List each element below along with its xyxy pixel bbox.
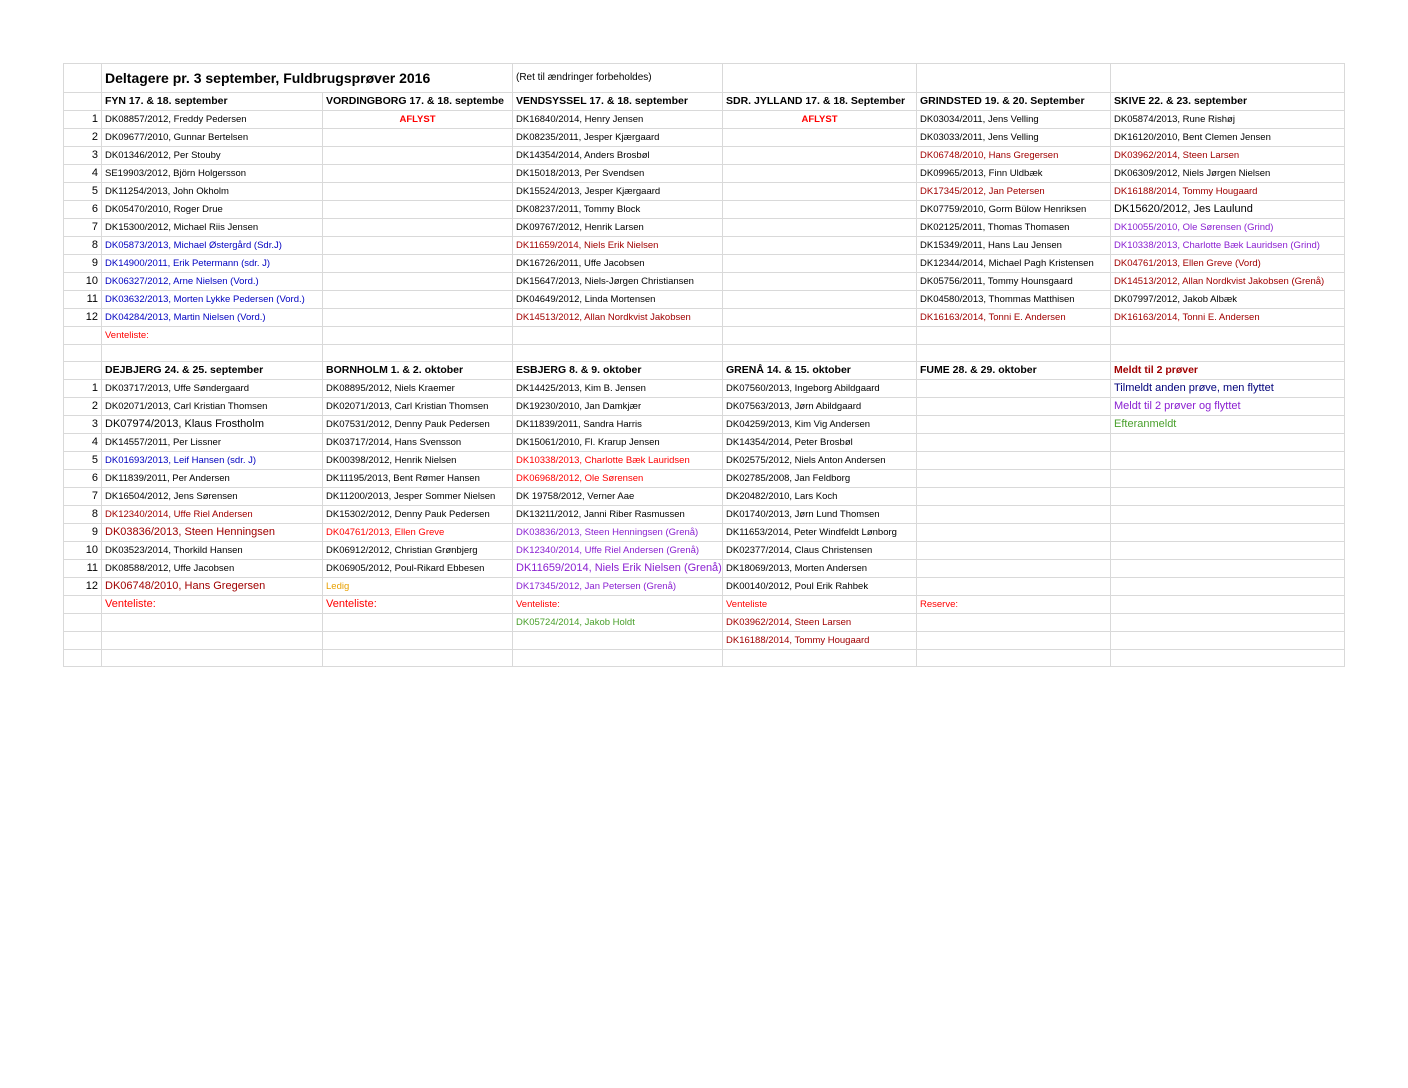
participant-cell: DK12340/2014, Uffe Riel Andersen xyxy=(102,506,323,524)
participant-cell xyxy=(917,416,1111,434)
table-row xyxy=(64,398,1345,416)
table-row xyxy=(64,255,1345,273)
table-row xyxy=(64,650,1345,667)
table-row xyxy=(64,488,1345,506)
participant-cell xyxy=(917,434,1111,452)
participant-cell: DK15349/2011, Hans Lau Jensen xyxy=(917,237,1111,255)
participant-cell: DK01693/2013, Leif Hansen (sdr. J) xyxy=(102,452,323,470)
participant-cell: DK08895/2012, Niels Kraemer xyxy=(323,380,513,398)
participant-cell xyxy=(917,632,1111,650)
participant-cell: DK11839/2011, Sandra Harris xyxy=(513,416,723,434)
participant-cell: DK18069/2013, Morten Andersen xyxy=(723,560,917,578)
participant-cell: Meldt til 2 prøver og flyttet xyxy=(1111,398,1345,416)
participant-cell: Reserve: xyxy=(917,596,1111,614)
participant-cell xyxy=(1111,470,1345,488)
participant-cell: DK03836/2013, Steen Henningsen (Grenå) xyxy=(513,524,723,542)
row-number: 11 xyxy=(64,560,102,578)
participant-cell: Ledig xyxy=(323,578,513,596)
table-row xyxy=(64,542,1345,560)
table-row xyxy=(64,147,1345,165)
participant-cell: DK05874/2013, Rune Rishøj xyxy=(1111,111,1345,129)
participant-cell: Tilmeldt anden prøve, men flyttet xyxy=(1111,380,1345,398)
participant-cell: DK02071/2013, Carl Kristian Thomsen xyxy=(323,398,513,416)
row-number: 8 xyxy=(64,237,102,255)
participant-cell: DK07759/2010, Gorm Bülow Henriksen xyxy=(917,201,1111,219)
participant-cell: DK16726/2011, Uffe Jacobsen xyxy=(513,255,723,273)
row-number xyxy=(64,632,102,650)
row-number xyxy=(64,327,102,345)
column-header-vendsyssel: VENDSYSSEL 17. & 18. september xyxy=(513,93,723,111)
participant-cell: DK15061/2010, Fl. Krarup Jensen xyxy=(513,434,723,452)
table-row xyxy=(64,201,1345,219)
participant-cell: DK15018/2013, Per Svendsen xyxy=(513,165,723,183)
participant-cell: DK10338/2013, Charlotte Bæk Lauridsen (Grind) xyxy=(1111,237,1345,255)
column-header-dejbjerg: DEJBJERG 24. & 25. september xyxy=(102,362,323,380)
participant-cell xyxy=(323,650,513,667)
table-row xyxy=(64,129,1345,147)
participant-cell: DK04580/2013, Thommas Matthisen xyxy=(917,291,1111,309)
participant-cell: DK14513/2012, Allan Nordkvist Jakobsen (Grenå) xyxy=(1111,273,1345,291)
row-number xyxy=(64,596,102,614)
participant-cell xyxy=(1111,542,1345,560)
participant-cell: Venteliste: xyxy=(323,596,513,614)
participant-cell: DK10055/2010, Ole Sørensen (Grind) xyxy=(1111,219,1345,237)
participant-cell: DK04649/2012, Linda Mortensen xyxy=(513,291,723,309)
participant-cell: DK08857/2012, Freddy Pedersen xyxy=(102,111,323,129)
participant-cell: DK15302/2012, Denny Pauk Pedersen xyxy=(323,506,513,524)
participant-cell xyxy=(917,452,1111,470)
table-row xyxy=(64,524,1345,542)
participant-cell: DK03717/2014, Hans Svensson xyxy=(323,434,513,452)
participant-cell xyxy=(102,614,323,632)
participant-cell: DK03962/2014, Steen Larsen xyxy=(723,614,917,632)
participant-cell xyxy=(513,327,723,345)
participant-cell: DK06748/2010, Hans Gregersen xyxy=(917,147,1111,165)
participant-cell: DK17345/2012, Jan Petersen xyxy=(917,183,1111,201)
participant-cell: DK14900/2011, Erik Petermann (sdr. J) xyxy=(102,255,323,273)
participant-cell: DK07563/2013, Jørn Abildgaard xyxy=(723,398,917,416)
participant-cell xyxy=(102,650,323,667)
participant-cell: DK07974/2013, Klaus Frostholm xyxy=(102,416,323,434)
table-row xyxy=(64,237,1345,255)
participant-cell: DK16504/2012, Jens Sørensen xyxy=(102,488,323,506)
participant-cell xyxy=(917,578,1111,596)
participant-cell xyxy=(917,380,1111,398)
participant-cell xyxy=(917,488,1111,506)
participant-cell xyxy=(917,470,1111,488)
participant-cell: DK03962/2014, Steen Larsen xyxy=(1111,147,1345,165)
participant-cell: Efteranmeldt xyxy=(1111,416,1345,434)
participant-cell xyxy=(723,255,917,273)
row-number: 3 xyxy=(64,416,102,434)
column-header-meldt: Meldt til 2 prøver xyxy=(1111,362,1345,380)
table-row xyxy=(64,165,1345,183)
section1-header-row xyxy=(64,93,1345,111)
participant-cell xyxy=(917,650,1111,667)
column-header-fyn: FYN 17. & 18. september xyxy=(102,93,323,111)
participant-cell: Venteliste xyxy=(723,596,917,614)
participant-cell: DK16188/2014, Tommy Hougaard xyxy=(723,632,917,650)
row-number: 10 xyxy=(64,273,102,291)
participant-cell: DK11254/2013, John Okholm xyxy=(102,183,323,201)
participant-cell: DK03034/2011, Jens Velling xyxy=(917,111,1111,129)
participant-cell xyxy=(323,614,513,632)
participant-cell: DK08235/2011, Jesper Kjærgaard xyxy=(513,129,723,147)
participant-cell xyxy=(1111,434,1345,452)
participant-cell xyxy=(723,327,917,345)
participant-cell: DK13211/2012, Janni Riber Rasmussen xyxy=(513,506,723,524)
row-number-cell xyxy=(64,64,102,93)
participant-cell xyxy=(323,309,513,327)
participant-cell: DK17345/2012, Jan Petersen (Grenå) xyxy=(513,578,723,596)
participant-cell xyxy=(1111,650,1345,667)
participant-cell xyxy=(1111,524,1345,542)
section2-header-row xyxy=(64,362,1345,380)
participant-cell: DK07531/2012, Denny Pauk Pedersen xyxy=(323,416,513,434)
row-number: 4 xyxy=(64,165,102,183)
row-number: 10 xyxy=(64,542,102,560)
participant-cell: DK03033/2011, Jens Velling xyxy=(917,129,1111,147)
participant-cell: DK16163/2014, Tonni E. Andersen xyxy=(1111,309,1345,327)
participant-cell xyxy=(917,398,1111,416)
participant-cell xyxy=(323,291,513,309)
participant-cell: SE19903/2012, Björn Holgersson xyxy=(102,165,323,183)
participant-cell: DK03717/2013, Uffe Søndergaard xyxy=(102,380,323,398)
participant-cell xyxy=(1111,632,1345,650)
participant-cell: Venteliste: xyxy=(102,596,323,614)
participant-cell: Venteliste: xyxy=(102,327,323,345)
participant-cell xyxy=(1111,614,1345,632)
row-number xyxy=(64,650,102,667)
participant-cell: DK11653/2014, Peter Windfeldt Lønborg xyxy=(723,524,917,542)
column-header-skive: SKIVE 22. & 23. september xyxy=(1111,93,1345,111)
participant-cell xyxy=(723,183,917,201)
sheet-note: (Ret til ændringer forbeholdes) xyxy=(513,64,723,93)
row-number: 6 xyxy=(64,201,102,219)
participant-cell: DK09965/2013, Finn Uldbæk xyxy=(917,165,1111,183)
row-number: 4 xyxy=(64,434,102,452)
participant-cell: DK03632/2013, Morten Lykke Pedersen (Vord.) xyxy=(102,291,323,309)
row-number: 11 xyxy=(64,291,102,309)
column-header-gren: GRENÅ 14. & 15. oktober xyxy=(723,362,917,380)
participant-cell xyxy=(723,201,917,219)
participant-cell xyxy=(917,542,1111,560)
row-number: 6 xyxy=(64,470,102,488)
participant-cell: DK06912/2012, Christian Grønbjerg xyxy=(323,542,513,560)
row-number: 9 xyxy=(64,524,102,542)
participant-cell: DK14425/2013, Kim B. Jensen xyxy=(513,380,723,398)
participant-cell xyxy=(723,219,917,237)
participant-cell: DK11839/2011, Per Andersen xyxy=(102,470,323,488)
participant-cell xyxy=(917,614,1111,632)
row-number: 1 xyxy=(64,111,102,129)
participant-cell: DK05756/2011, Tommy Hounsgaard xyxy=(917,273,1111,291)
participant-cell xyxy=(723,129,917,147)
participant-cell xyxy=(723,165,917,183)
participant-cell: DK11659/2014, Niels Erik Nielsen (Grenå) xyxy=(513,560,723,578)
participant-cell xyxy=(1111,506,1345,524)
table-row xyxy=(64,111,1345,129)
table-row xyxy=(64,219,1345,237)
participant-cell: DK03523/2014, Thorkild Hansen xyxy=(102,542,323,560)
participant-cell: AFLYST xyxy=(323,111,513,129)
participant-cell: DK01740/2013, Jørn Lund Thomsen xyxy=(723,506,917,524)
row-number: 12 xyxy=(64,309,102,327)
participant-cell: AFLYST xyxy=(723,111,917,129)
row-number: 12 xyxy=(64,578,102,596)
participant-cell: DK06748/2010, Hans Gregersen xyxy=(102,578,323,596)
participant-cell: DK11659/2014, Niels Erik Nielsen xyxy=(513,237,723,255)
participant-cell: DK16840/2014, Henry Jensen xyxy=(513,111,723,129)
participant-cell xyxy=(723,147,917,165)
row-number: 7 xyxy=(64,488,102,506)
table-row xyxy=(64,506,1345,524)
participant-cell: DK03836/2013, Steen Henningsen xyxy=(102,524,323,542)
participant-cell xyxy=(323,237,513,255)
participant-cell xyxy=(723,309,917,327)
participant-cell: DK06905/2012, Poul-Rikard Ebbesen xyxy=(323,560,513,578)
table-row xyxy=(64,470,1345,488)
row-number: 9 xyxy=(64,255,102,273)
participant-cell xyxy=(723,291,917,309)
participant-cell: DK12344/2014, Michael Pagh Kristensen xyxy=(917,255,1111,273)
row-number: 3 xyxy=(64,147,102,165)
participant-cell xyxy=(723,650,917,667)
participant-cell xyxy=(323,129,513,147)
title-row xyxy=(64,64,1345,93)
participant-cell xyxy=(917,560,1111,578)
participant-cell xyxy=(323,327,513,345)
participant-cell: DK09767/2012, Henrik Larsen xyxy=(513,219,723,237)
participant-cell: DK04284/2013, Martin Nielsen (Vord.) xyxy=(102,309,323,327)
participant-cell: Venteliste: xyxy=(513,596,723,614)
participant-cell: DK16188/2014, Tommy Hougaard xyxy=(1111,183,1345,201)
row-number: 5 xyxy=(64,183,102,201)
row-number: 5 xyxy=(64,452,102,470)
participant-cell xyxy=(323,183,513,201)
table-row xyxy=(64,578,1345,596)
participant-cell: DK14354/2014, Anders Brosbøl xyxy=(513,147,723,165)
participant-cell: DK09677/2010, Gunnar Bertelsen xyxy=(102,129,323,147)
column-header-grindsted: GRINDSTED 19. & 20. September xyxy=(917,93,1111,111)
participant-cell: DK04761/2013, Ellen Greve (Vord) xyxy=(1111,255,1345,273)
sheet-title: Deltagere pr. 3 september, Fuldbrugsprøver 2016 xyxy=(102,64,513,93)
table-row xyxy=(64,380,1345,398)
participant-cell xyxy=(513,650,723,667)
participant-cell: DK02125/2011, Thomas Thomasen xyxy=(917,219,1111,237)
participant-cell: DK10338/2013, Charlotte Bæk Lauridsen xyxy=(513,452,723,470)
participant-cell: DK05724/2014, Jakob Holdt xyxy=(513,614,723,632)
participant-cell: DK20482/2010, Lars Koch xyxy=(723,488,917,506)
participant-cell xyxy=(323,147,513,165)
table-row xyxy=(64,309,1345,327)
participant-cell: DK04761/2013, Ellen Greve xyxy=(323,524,513,542)
spacer-row xyxy=(64,345,1345,362)
participant-cell: DK02377/2014, Claus Christensen xyxy=(723,542,917,560)
table-row xyxy=(64,273,1345,291)
table-row xyxy=(64,452,1345,470)
participant-cell: DK14513/2012, Allan Nordkvist Jakobsen xyxy=(513,309,723,327)
participant-cell: DK07560/2013, Ingeborg Abildgaard xyxy=(723,380,917,398)
participant-cell: DK15647/2013, Niels-Jørgen Christiansen xyxy=(513,273,723,291)
participant-cell: DK00398/2012, Henrik Nielsen xyxy=(323,452,513,470)
participants-sheet xyxy=(63,63,1345,667)
participant-cell xyxy=(917,524,1111,542)
participant-cell: DK15300/2012, Michael Riis Jensen xyxy=(102,219,323,237)
table-row xyxy=(64,434,1345,452)
participant-cell: DK01346/2012, Per Stouby xyxy=(102,147,323,165)
participant-cell: DK14557/2011, Per Lissner xyxy=(102,434,323,452)
participant-cell: DK00140/2012, Poul Erik Rahbek xyxy=(723,578,917,596)
participant-cell: DK07997/2012, Jakob Albæk xyxy=(1111,291,1345,309)
participant-cell xyxy=(917,506,1111,524)
row-number: 7 xyxy=(64,219,102,237)
participant-cell: DK08588/2012, Uffe Jacobsen xyxy=(102,560,323,578)
participant-cell xyxy=(723,273,917,291)
participant-cell xyxy=(323,165,513,183)
table-row xyxy=(64,596,1345,614)
participant-cell: DK06327/2012, Arne Nielsen (Vord.) xyxy=(102,273,323,291)
participant-cell: DK15524/2013, Jesper Kjærgaard xyxy=(513,183,723,201)
participant-cell: DK06968/2012, Ole Sørensen xyxy=(513,470,723,488)
participant-cell: DK02071/2013, Carl Kristian Thomsen xyxy=(102,398,323,416)
participant-cell: DK05873/2013, Michael Østergård (Sdr.J) xyxy=(102,237,323,255)
participant-cell: DK14354/2014, Peter Brosbøl xyxy=(723,434,917,452)
column-header-vordingborg: VORDINGBORG 17. & 18. septembe xyxy=(323,93,513,111)
participant-cell xyxy=(323,632,513,650)
participant-cell xyxy=(513,632,723,650)
participant-cell xyxy=(323,201,513,219)
participant-cell: DK02575/2012, Niels Anton Andersen xyxy=(723,452,917,470)
row-number: 2 xyxy=(64,129,102,147)
participant-cell xyxy=(1111,596,1345,614)
participant-cell: DK 19758/2012, Verner Aae xyxy=(513,488,723,506)
participant-cell: DK11195/2013, Bent Rømer Hansen xyxy=(323,470,513,488)
participant-cell xyxy=(102,632,323,650)
participant-cell: DK19230/2010, Jan Damkjær xyxy=(513,398,723,416)
participant-cell xyxy=(723,237,917,255)
participant-cell xyxy=(1111,560,1345,578)
participant-cell xyxy=(1111,488,1345,506)
table-row xyxy=(64,416,1345,434)
row-number xyxy=(64,614,102,632)
participant-cell xyxy=(1111,327,1345,345)
participant-cell: DK06309/2012, Niels Jørgen Nielsen xyxy=(1111,165,1345,183)
column-header-fume: FUME 28. & 29. oktober xyxy=(917,362,1111,380)
column-header-esbjerg: ESBJERG 8. & 9. oktober xyxy=(513,362,723,380)
participant-cell xyxy=(917,327,1111,345)
participant-cell: DK12340/2014, Uffe Riel Andersen (Grenå) xyxy=(513,542,723,560)
participant-cell: DK16163/2014, Tonni E. Andersen xyxy=(917,309,1111,327)
table-row xyxy=(64,183,1345,201)
participant-cell: DK15620/2012, Jes Laulund xyxy=(1111,201,1345,219)
participant-cell: DK16120/2010, Bent Clemen Jensen xyxy=(1111,129,1345,147)
participant-cell: DK11200/2013, Jesper Sommer Nielsen xyxy=(323,488,513,506)
table-row xyxy=(64,614,1345,632)
column-header-bornholm: BORNHOLM 1. & 2. oktober xyxy=(323,362,513,380)
row-number: 1 xyxy=(64,380,102,398)
participant-cell xyxy=(323,219,513,237)
participant-cell xyxy=(1111,578,1345,596)
participant-cell: DK02785/2008, Jan Feldborg xyxy=(723,470,917,488)
participant-cell: DK08237/2011, Tommy Block xyxy=(513,201,723,219)
participant-cell: DK04259/2013, Kim Vig Andersen xyxy=(723,416,917,434)
column-header-sdr: SDR. JYLLAND 17. & 18. September xyxy=(723,93,917,111)
participant-cell: DK05470/2010, Roger Drue xyxy=(102,201,323,219)
table-row xyxy=(64,632,1345,650)
table-row xyxy=(64,291,1345,309)
participant-cell xyxy=(1111,452,1345,470)
row-number: 8 xyxy=(64,506,102,524)
participant-cell xyxy=(323,273,513,291)
table-row xyxy=(64,560,1345,578)
row-number: 2 xyxy=(64,398,102,416)
participant-cell xyxy=(323,255,513,273)
table-row xyxy=(64,327,1345,345)
